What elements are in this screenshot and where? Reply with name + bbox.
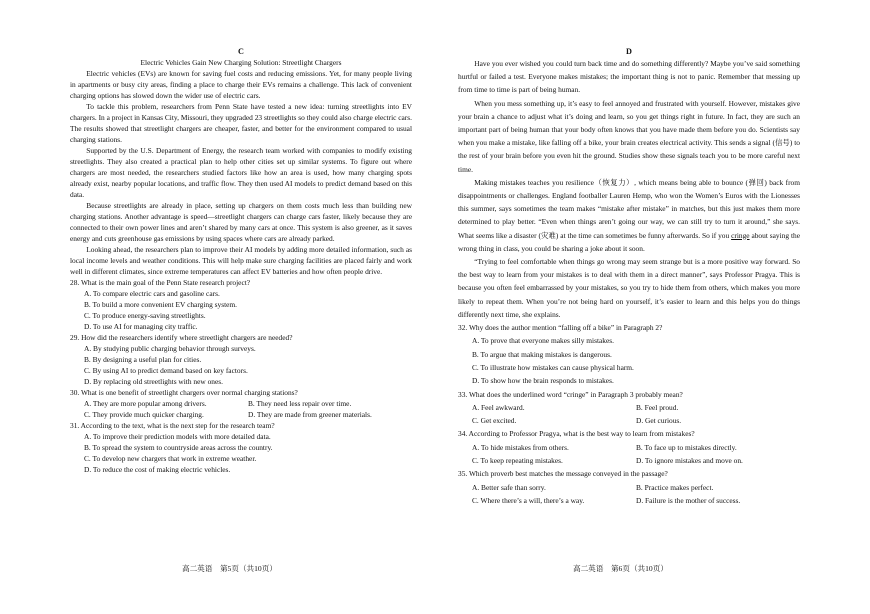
option-c: C. Get excited.	[472, 416, 517, 426]
option-c: C. To produce energy-saving streetlights.	[84, 311, 206, 320]
option-a: A. They are more popular among drivers.	[84, 399, 207, 408]
passage-c-paragraph-2: To tackle this problem, researchers from Penn State have tested a new idea: turning streetlights into EV chargers. In a project in Kansas City, Missouri, they upgraded 23 streetlights so they could also charge electric cars. The results showed that streetlight chargers are cheaper, faster, and better for the environment compared to usual charging stations.	[70, 102, 412, 144]
option-b: B. By designing a useful plan for cities.	[84, 355, 202, 364]
option-row	[70, 398, 412, 409]
option-d: D. To show how the brain responds to mistakes.	[472, 376, 614, 386]
option-b: B. Practice makes perfect.	[636, 482, 714, 492]
passage-d-paragraph-1: Have you ever wished you could turn back time and do something differently? Maybe you’ve said something hurtful or failed a test. Everyone makes mistakes; the important thing is not to panic. Remember that messing up from time to time is part of being human.	[458, 59, 800, 95]
question-stem: 28. What is the main goal of the Penn State research project?	[70, 278, 251, 287]
option-a: A. Feel awkward.	[472, 402, 525, 412]
option-c: C. To keep repeating mistakes.	[472, 456, 563, 466]
option-a: A. To hide mistakes from others.	[472, 442, 569, 452]
passage-d-paragraph-3	[458, 176, 800, 255]
option-row	[458, 454, 800, 467]
question-35	[458, 467, 800, 507]
question-28	[70, 277, 412, 332]
option-row	[458, 401, 800, 414]
question-stem: 35. Which proverb best matches the message conveyed in the passage?	[458, 469, 668, 479]
option-a: A. Better safe than sorry.	[472, 482, 546, 492]
option-row	[458, 414, 800, 427]
passage-d-paragraph-2: When you mess something up, it’s easy to feel annoyed and frustrated with yourself. However, mistakes give your brain a chance to adjust what it’s doing and learn, so you get things right in future. In fact, they are such an important part of being human that your body often knows that you have made them before you do. Scientists say when you make a mistake, like falling off a bike, your brain creates electrical activity. This sends a signal (信号) to the rest of your brain before you even hit the ground. Studies show these signals teach you to be more careful next time.	[458, 98, 800, 174]
question-34	[458, 427, 800, 467]
underlined-word-cringe: cringe	[731, 230, 750, 240]
option-d: D. To use AI for managing city traffic.	[84, 322, 198, 331]
page-footer-right: 高二英语 第6页（共10页）	[573, 564, 668, 573]
option-b: B. They need less repair over time.	[248, 399, 352, 408]
question-33	[458, 388, 800, 428]
passage-d-paragraph-4: “Trying to feel comfortable when things go wrong may seem strange but is a more positive way forward. So the best way to learn from your mistakes is to deal with them in a direct manner”, says Professor Pragya. This is because you often feel embarrassed by your mistakes, so you try to hide them from others, which makes you more likely to repeat them. When you’re not being hard on yourself, it’s easier to learn and this helps you do things differently next time, she explains.	[458, 257, 800, 319]
question-stem: 34. According to Professor Pragya, what is the best way to learn from mistakes?	[458, 429, 695, 439]
option-b: B. To face up to mistakes directly.	[636, 442, 737, 452]
question-stem: 31. According to the text, what is the next step for the research team?	[70, 421, 275, 430]
option-d: D. Failure is the mother of success.	[636, 495, 741, 505]
option-b: B. To argue that making mistakes is dangerous.	[472, 349, 612, 359]
question-stem: 29. How did the researchers identify where streetlight chargers are needed?	[70, 333, 293, 342]
question-stem: 32. Why does the author mention “falling off a bike” in Paragraph 2?	[458, 323, 663, 333]
option-a: A. By studying public charging behavior through surveys.	[84, 344, 256, 353]
option-c: C. To develop new chargers that work in extreme weather.	[84, 454, 257, 463]
page-footer-left: 高二英语 第5页（共10页）	[182, 564, 277, 573]
passage-c-column	[70, 46, 412, 475]
option-row	[458, 494, 800, 507]
option-d: D. They are made from greener materials.	[248, 410, 372, 419]
passage-c-paragraph-3: Supported by the U.S. Department of Energy, the research team worked with companies to modify existing streetlights. They also created a practical plan to help other cities set up similar systems. To figure out where chargers are most needed, the researchers studied factors like how an area is used, how many charging spots already exist, nearby popular locations, and traffic flow. They then used AI models to predict demand based on this data.	[70, 146, 412, 199]
section-letter-d: D	[626, 47, 632, 56]
option-d: D. By replacing old streetlights with new ones.	[84, 377, 223, 386]
option-row	[70, 409, 412, 420]
passage-c-paragraph-4: Because streetlights are already in place, setting up chargers on them costs much less than building new charging stations. Another advantage is speed—streetlight chargers can charge cars faster, likely because they are connected to their own power lines and aren’t shared by many cars at once. This system is also greener, as it saves energy and cuts greenhouse gas emissions by using spaces where cars are already parked.	[70, 201, 412, 243]
option-a: A. To improve their prediction models with more detailed data.	[84, 432, 271, 441]
option-d: D. To ignore mistakes and move on.	[636, 456, 743, 466]
option-row	[458, 441, 800, 454]
option-c: C. They provide much quicker charging.	[84, 410, 204, 419]
option-c: C. Where there’s a will, there’s a way.	[472, 495, 585, 505]
question-29	[70, 332, 412, 387]
option-c: C. To illustrate how mistakes can cause physical harm.	[472, 362, 634, 372]
option-b: B. Feel proud.	[636, 402, 679, 412]
question-31	[70, 420, 412, 475]
option-b: B. To spread the system to countryside areas across the country.	[84, 443, 273, 452]
option-b: B. To build a more convenient EV charging system.	[84, 300, 238, 309]
question-30	[70, 387, 412, 420]
option-d: D. To reduce the cost of making electric vehicles.	[84, 465, 231, 474]
option-d: D. Get curious.	[636, 416, 682, 426]
option-row	[458, 481, 800, 494]
option-a: A. To prove that everyone makes silly mistakes.	[472, 336, 614, 346]
question-stem: 30. What is one benefit of streetlight chargers over normal charging stations?	[70, 388, 298, 397]
option-c: C. By using AI to predict demand based on key factors.	[84, 366, 248, 375]
passage-d-column	[458, 46, 800, 507]
paragraph-text: Making mistakes teaches you resilience（恢复力）, which means being able to bounce (弹回) back from disappointments or challenges. England footballer Lauren Hemp, who won the Women’s Euros with the Lionesses this summer, says sometimes the team makes “mistake after mistake” in matches, but this just makes them more determined to play better. “Even when things aren’t going our way, we can still try to turn it around,” she says. What seems like a disaster (灾难) at the time can sometimes be funny afterwards. So if you	[458, 177, 800, 240]
passage-c-title: Electric Vehicles Gain New Charging Solution: Streetlight Chargers	[140, 58, 342, 67]
paragraph-text: about saying the wrong thing in class, you could be sharing a joke about it soon.	[458, 230, 800, 253]
question-stem: 33. What does the underlined word “cringe” in Paragraph 3 probably mean?	[458, 389, 683, 399]
option-a: A. To compare electric cars and gasoline cars.	[84, 289, 220, 298]
passage-c-paragraph-5: Looking ahead, the researchers plan to improve their AI models by adding more detailed information, such as local income levels and weather conditions. This will help make sure charging facilities are placed fairly and work well in different climates, since extreme temperatures can affect EV batteries and how often people drive.	[70, 245, 412, 276]
section-letter-c: C	[238, 47, 244, 56]
passage-c-paragraph-1: Electric vehicles (EVs) are known for saving fuel costs and reducing emissions. Yet, for many people living in apartments or busy city areas, finding a place to charge their EVs remains a challenge. This lack of convenient charging options has slowed down the wider use of electric cars.	[70, 69, 412, 100]
question-32	[458, 321, 800, 387]
